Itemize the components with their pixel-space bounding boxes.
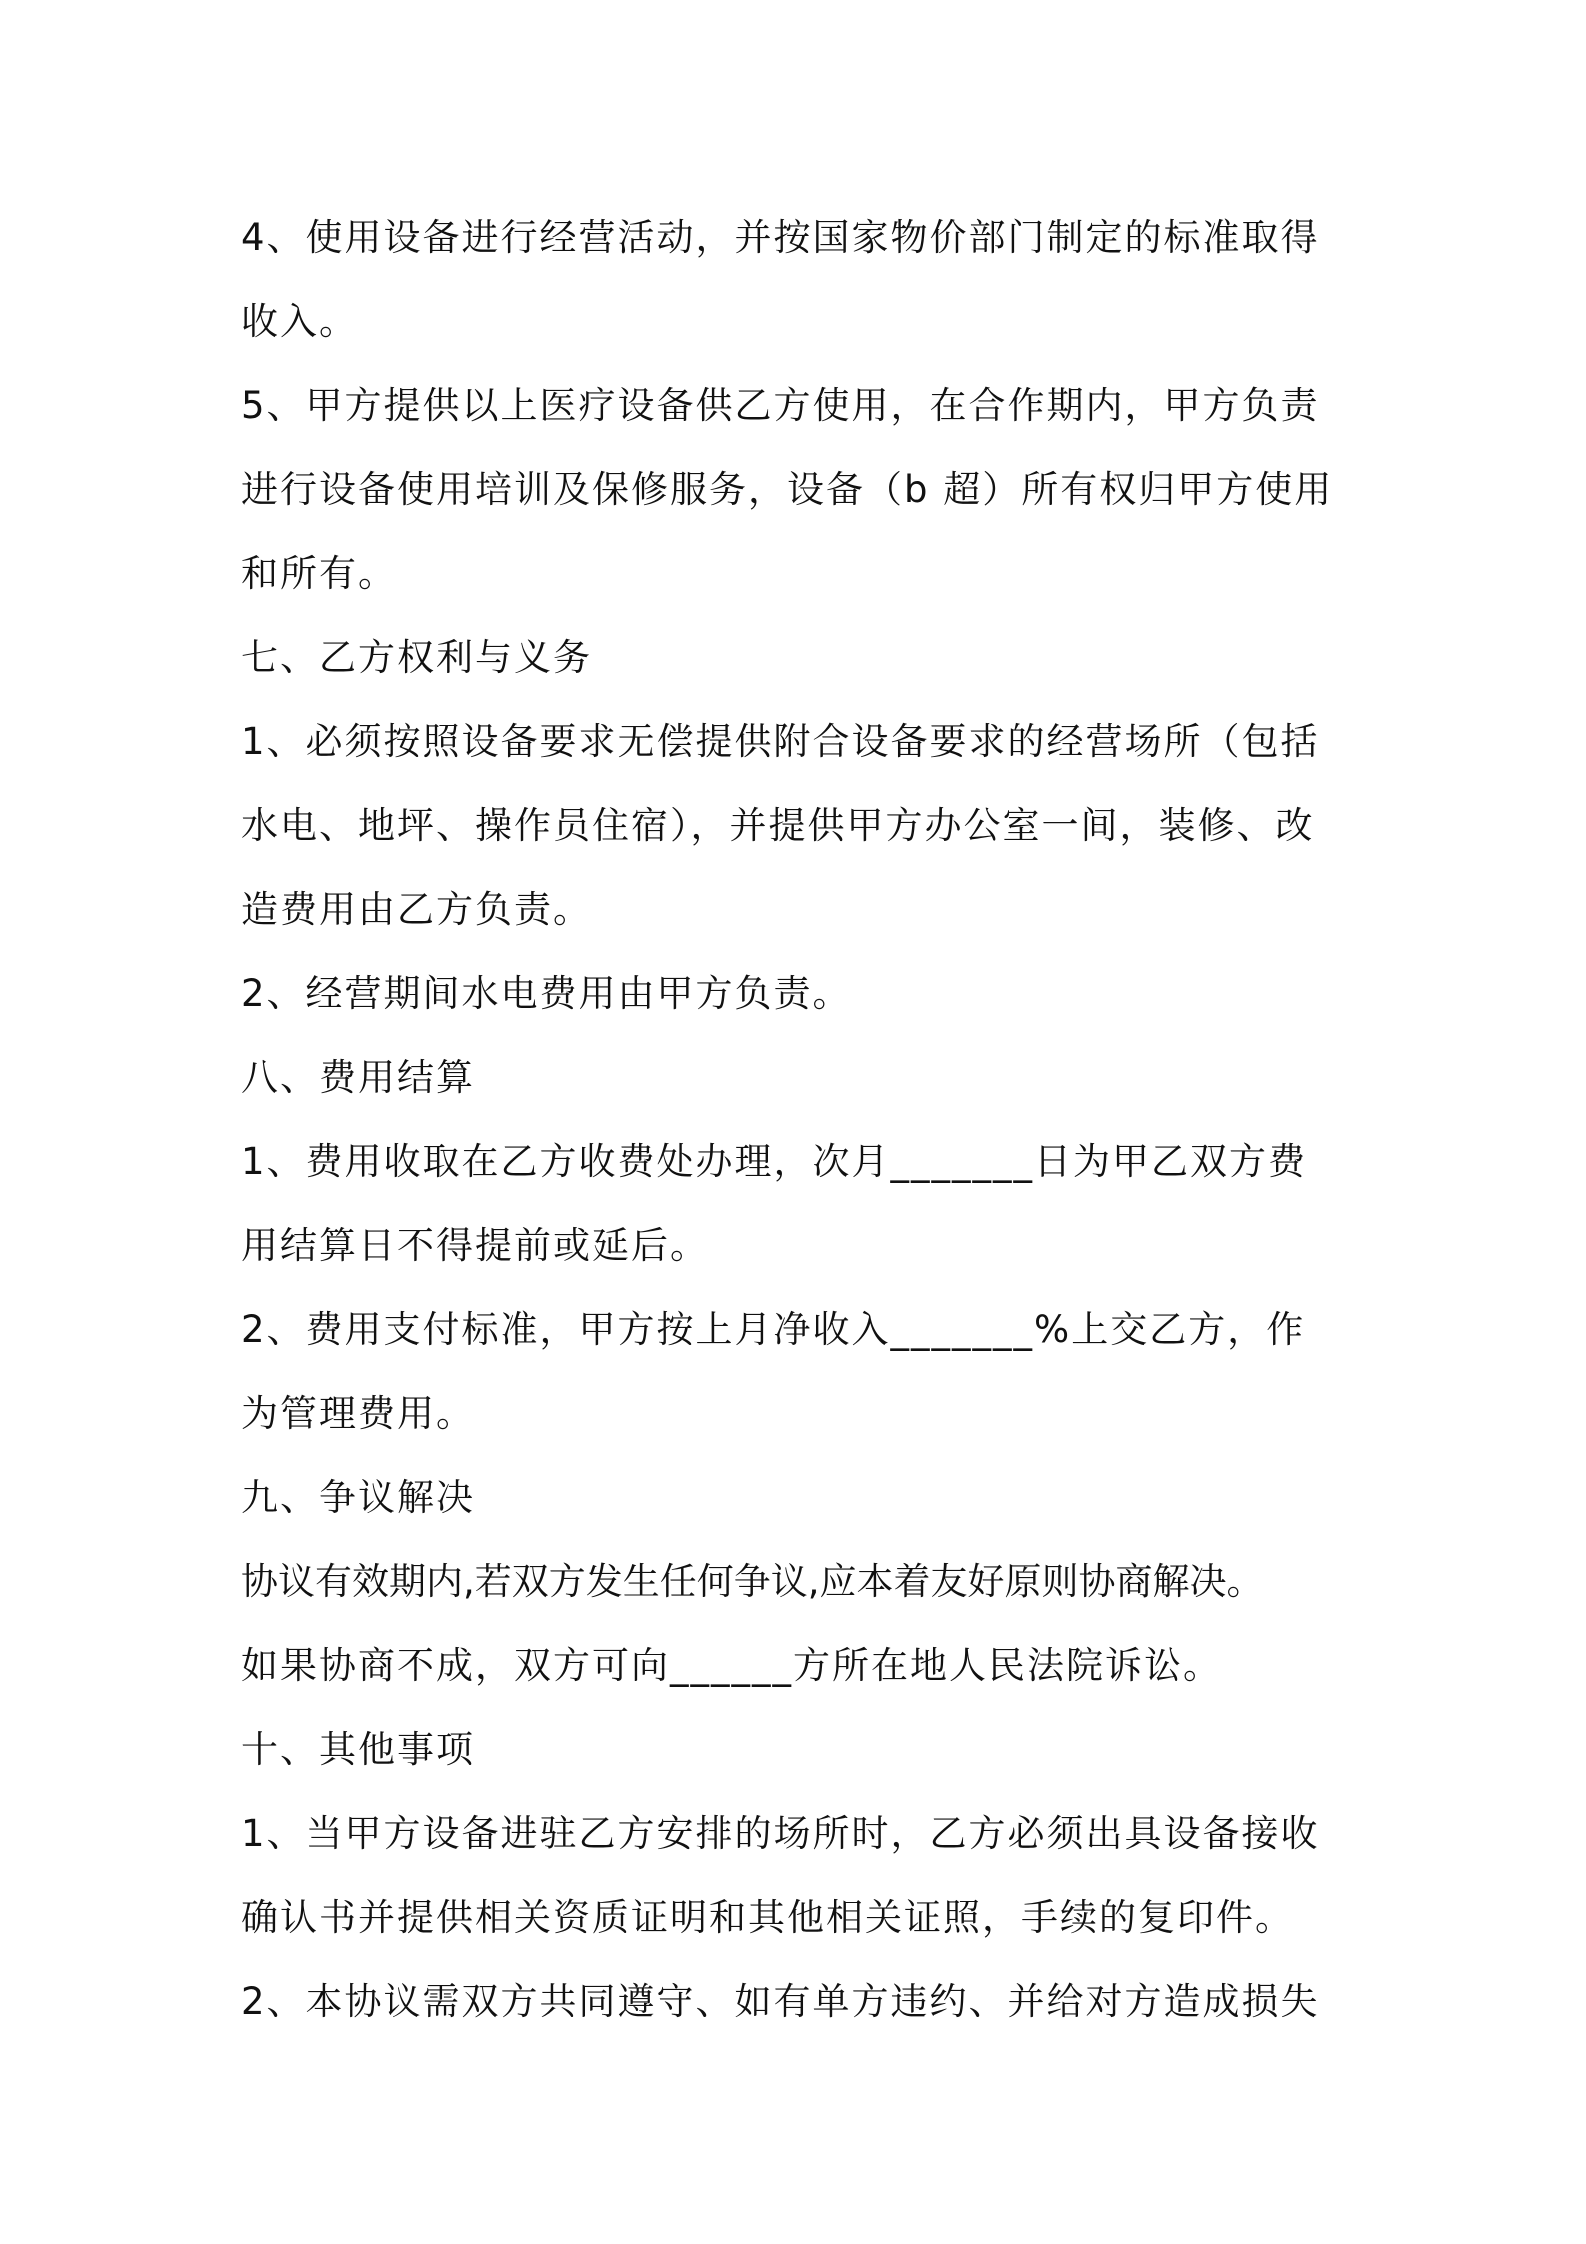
section-8-clause-2-line-1: 2、费用支付标准，甲方按上月净收入_______%上交乙方，作 — [241, 1308, 1306, 1351]
section-7-clause-1-line-3: 造费用由乙方负责。 — [241, 888, 592, 931]
section-heading-7: 七、乙方权利与义务 — [241, 636, 592, 679]
section-10-clause-2-line-1: 2、本协议需双方共同遵守、如有单方违约、并给对方造成损失 — [241, 1980, 1320, 2023]
section-10-clause-1-line-1: 1、当甲方设备进驻乙方安排的场所时，乙方必须出具设备接收 — [241, 1812, 1320, 1855]
section-9-line-1: 协议有效期内,若双方发生任何争议,应本着友好原则协商解决。 — [241, 1560, 1264, 1603]
section-7-clause-1-line-1: 1、必须按照设备要求无偿提供附合设备要求的经营场所（包括 — [241, 720, 1320, 763]
section-8-clause-2-line-2: 为管理费用。 — [241, 1392, 475, 1435]
section-8-clause-1-line-1: 1、费用收取在乙方收费处办理，次月_______日为甲乙双方费 — [241, 1140, 1308, 1183]
section-heading-10: 十、其他事项 — [241, 1728, 475, 1771]
clause-5-line-3: 和所有。 — [241, 552, 397, 595]
section-9-line-2: 如果协商不成，双方可向______方所在地人民法院诉讼。 — [241, 1644, 1222, 1687]
clause-4-line-2: 收入。 — [241, 300, 358, 343]
clause-5-line-1: 5、甲方提供以上医疗设备供乙方使用，在合作期内，甲方负责 — [241, 384, 1320, 427]
section-heading-9: 九、争议解决 — [241, 1476, 475, 1519]
section-7-clause-1-line-2: 水电、地坪、操作员住宿），并提供甲方办公室一间，装修、改 — [241, 804, 1315, 847]
clause-4-line-1: 4、使用设备进行经营活动，并按国家物价部门制定的标准取得 — [241, 216, 1320, 259]
contract-text — [241, 196, 1356, 2044]
section-8-clause-1-line-2: 用结算日不得提前或延后。 — [241, 1224, 709, 1267]
section-10-clause-1-line-2: 确认书并提供相关资质证明和其他相关证照，手续的复印件。 — [241, 1896, 1294, 1939]
section-7-clause-2: 2、经营期间水电费用由甲方负责。 — [241, 972, 852, 1015]
section-heading-8: 八、费用结算 — [241, 1056, 475, 1099]
clause-5-line-2: 进行设备使用培训及保修服务，设备（b 超）所有权归甲方使用 — [241, 468, 1334, 511]
